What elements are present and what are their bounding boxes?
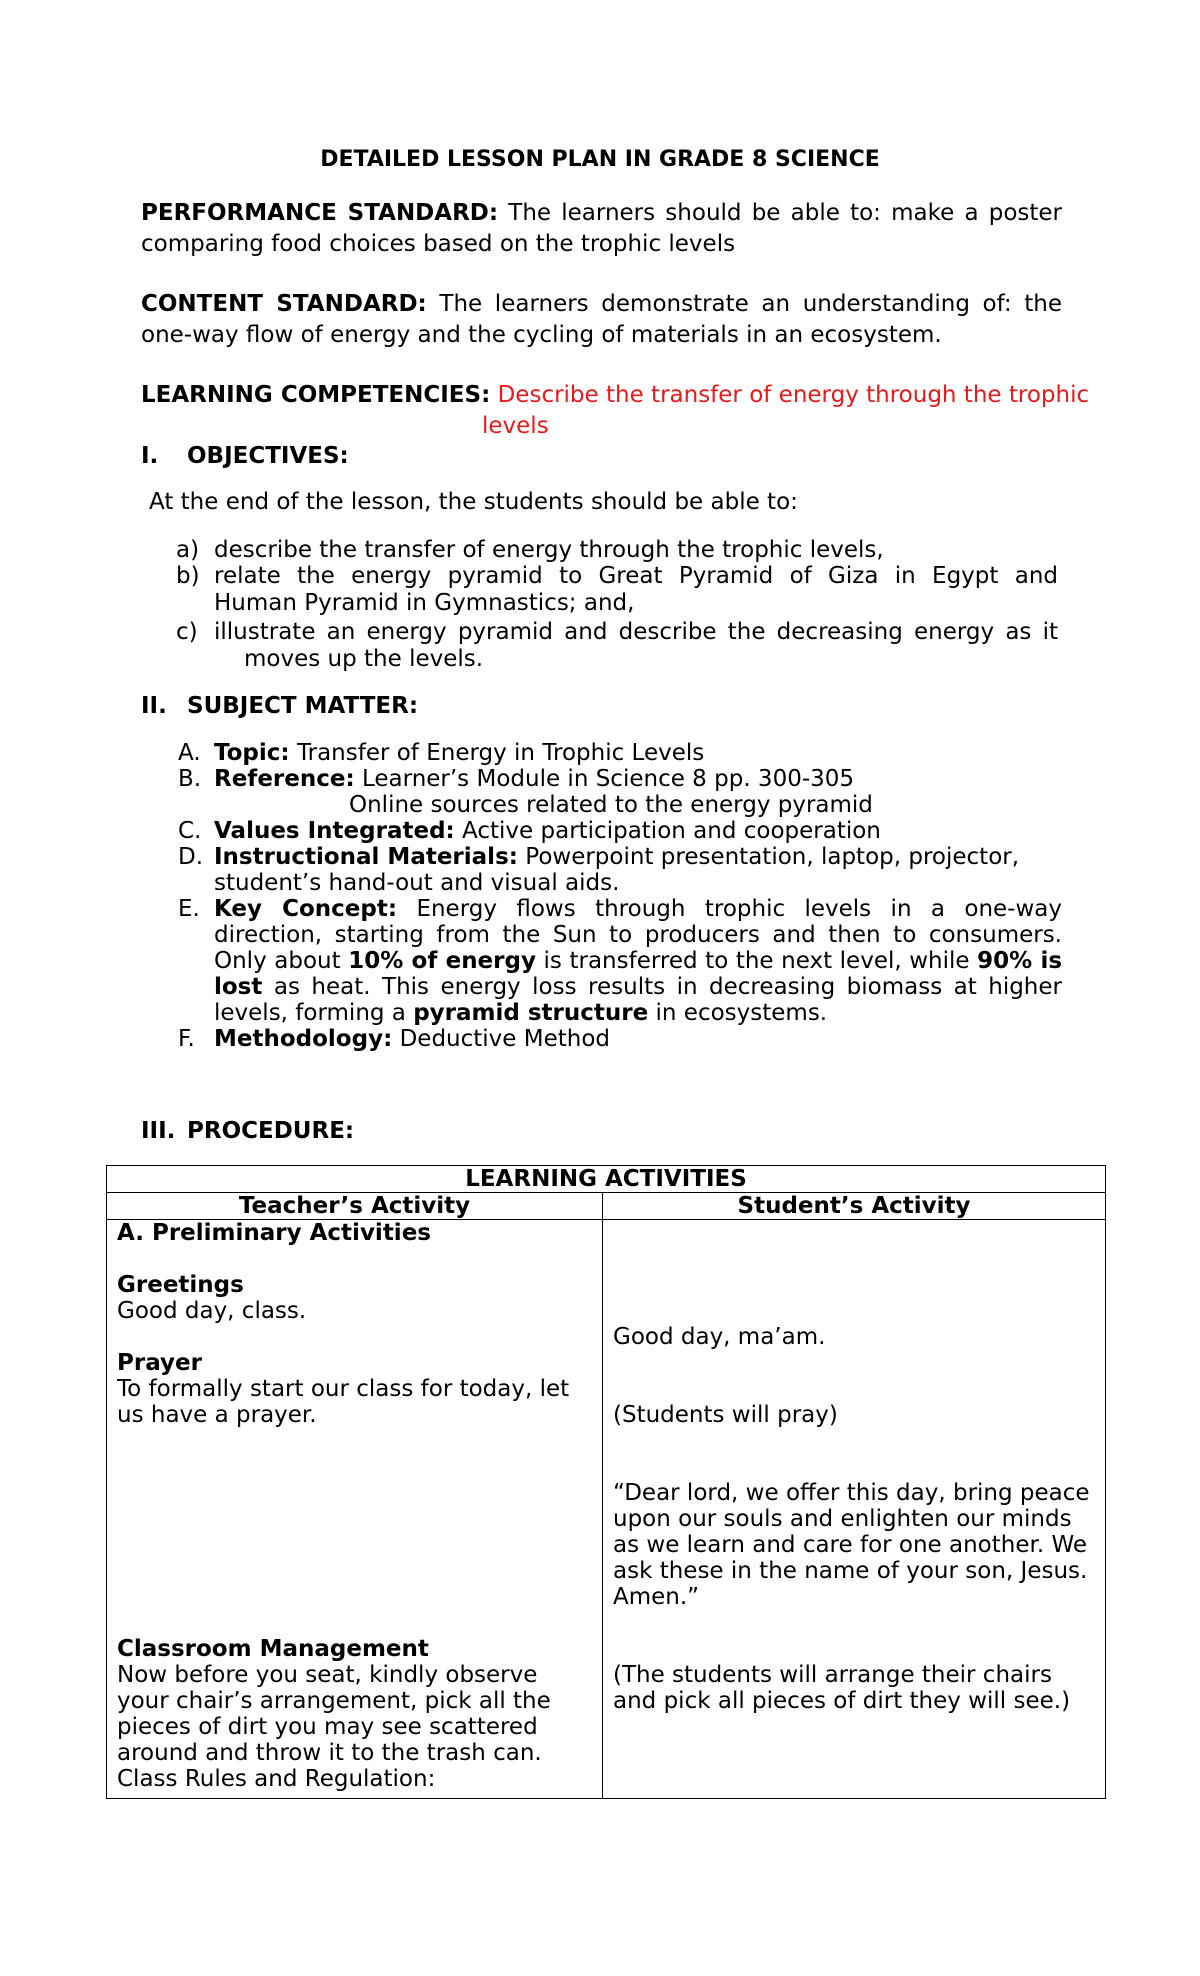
rules-label: Class Rules and Regulation: — [117, 1766, 436, 1792]
performance-standard-text: The learners should be able to: make a poster comparing food choices based on the trophic levels — [141, 200, 1063, 257]
objective-text: describe the transfer of energy through the trophic levels, — [214, 537, 884, 563]
values-label: Values Integrated: — [214, 818, 455, 844]
list-marker: b) — [176, 563, 200, 589]
topic-label: Topic: — [214, 740, 290, 766]
preliminary-heading: A. Preliminary Activities — [117, 1220, 431, 1246]
methodology-label: Methodology: — [214, 1026, 393, 1052]
teacher-activity-cell — [107, 1220, 603, 1799]
objective-text-cont: Human Pyramid in Gymnastics; and, — [214, 590, 635, 616]
materials-text: Powerpoint presentation, laptop, projector, — [525, 844, 1020, 870]
list-marker: A. — [178, 740, 201, 766]
section-number: I. — [141, 443, 159, 469]
objective-text: relate the energy pyramid to Great Pyramid of Giza in Egypt and — [214, 563, 1058, 589]
table-title-row — [107, 1166, 1106, 1193]
table-header-row — [107, 1193, 1106, 1220]
list-marker: C. — [178, 818, 202, 844]
topic-text: Transfer of Energy in Trophic Levels — [296, 740, 705, 766]
reference-label: Reference: — [214, 766, 355, 792]
materials-text-cont: student’s hand-out and visual aids. — [214, 870, 620, 896]
subject-matter-heading — [141, 691, 418, 722]
reference-text-cont: Online sources related to the energy pyramid — [349, 792, 873, 818]
section-number: III. — [141, 1118, 176, 1144]
materials-label: Instructional Materials: — [214, 844, 518, 870]
management-teacher: Now before you seat, kindly observe your chair’s arrangement, pick all the pieces of dirt you may see scattered around and throw it to the trash can. — [117, 1662, 551, 1766]
greetings-student: Good day, ma’am. — [613, 1324, 826, 1350]
document-title: DETAILED LESSON PLAN IN GRADE 8 SCIENCE — [320, 147, 880, 172]
learning-activities-table — [106, 1165, 1106, 1799]
performance-standard-label: PERFORMANCE STANDARD: — [141, 200, 499, 226]
learning-competencies-text: Describe the transfer of energy through the trophic — [497, 382, 1090, 408]
key-concept-part: is transferred to the next level, while — [543, 948, 970, 974]
content-standard — [141, 289, 1062, 351]
key-concept-label: Key Concept: — [214, 896, 398, 922]
table-title: LEARNING ACTIVITIES — [107, 1166, 1106, 1193]
key-concept-emphasis: 90% is lost — [214, 948, 1063, 1000]
reference-text: Learner’s Module in Science 8 pp. 300-305 — [361, 766, 855, 792]
prayer-student-text: “Dear lord, we offer this day, bring peace upon our souls and enlighten our minds as we learn and care for one another. We ask these in the name of your son, Jesus. Amen.” — [613, 1480, 1090, 1610]
section-title: SUBJECT MATTER: — [187, 693, 419, 719]
procedure-heading — [141, 1116, 354, 1147]
greetings-teacher: Good day, class. — [117, 1298, 307, 1324]
content-standard-label: CONTENT STANDARD: — [141, 291, 427, 317]
prayer-student-note: (Students will pray) — [613, 1402, 838, 1428]
greetings-label: Greetings — [117, 1272, 244, 1298]
table-row — [107, 1220, 1106, 1799]
key-concept-emphasis: 10% of energy — [348, 948, 536, 974]
key-concept-text — [214, 896, 1062, 1026]
student-activity-cell — [603, 1220, 1106, 1799]
performance-standard — [141, 198, 1062, 260]
list-marker: D. — [178, 844, 204, 870]
section-title: OBJECTIVES: — [187, 443, 349, 469]
key-concept-part: Energy flows through trophic levels in a one-way direction, starting from the Sun to producers and then to consumers. Only about — [214, 896, 1063, 974]
key-concept-part: in ecosystems. — [655, 1000, 828, 1026]
management-student: (The students will arrange their chairs and pick all pieces of dirt they will see.) — [613, 1662, 1071, 1714]
learning-competencies — [141, 380, 1089, 411]
objective-text: illustrate an energy pyramid and describe the decreasing energy as it — [214, 619, 1058, 645]
key-concept-part: as heat. This energy loss results in decreasing biomass at higher levels, forming a — [214, 974, 1062, 1026]
section-number: II. — [141, 693, 167, 719]
values-text: Active participation and cooperation — [462, 818, 881, 844]
prayer-teacher: To formally start our class for today, let us have a prayer. — [117, 1376, 570, 1428]
management-label: Classroom Management — [117, 1636, 429, 1662]
column-header-teacher: Teacher’s Activity — [107, 1193, 603, 1220]
objective-text-cont: moves up the levels. — [244, 646, 484, 672]
section-title: PROCEDURE: — [187, 1118, 355, 1144]
methodology-text: Deductive Method — [399, 1026, 611, 1052]
learning-competencies-text-cont: levels — [482, 413, 549, 439]
objectives-intro: At the end of the lesson, the students should be able to: — [149, 489, 798, 515]
list-marker: B. — [178, 766, 202, 792]
list-marker: F. — [178, 1026, 195, 1052]
list-marker: E. — [178, 896, 200, 922]
learning-competencies-label: LEARNING COMPETENCIES: — [141, 382, 491, 408]
column-header-student: Student’s Activity — [603, 1193, 1106, 1220]
list-marker: a) — [176, 537, 200, 563]
objectives-heading — [141, 441, 349, 472]
prayer-label: Prayer — [117, 1350, 202, 1376]
key-concept-emphasis: pyramid structure — [413, 1000, 649, 1026]
list-marker: c) — [176, 619, 198, 645]
content-standard-text: The learners demonstrate an understanding of: the one-way flow of energy and the cycling of materials in an ecosystem. — [141, 291, 1063, 348]
